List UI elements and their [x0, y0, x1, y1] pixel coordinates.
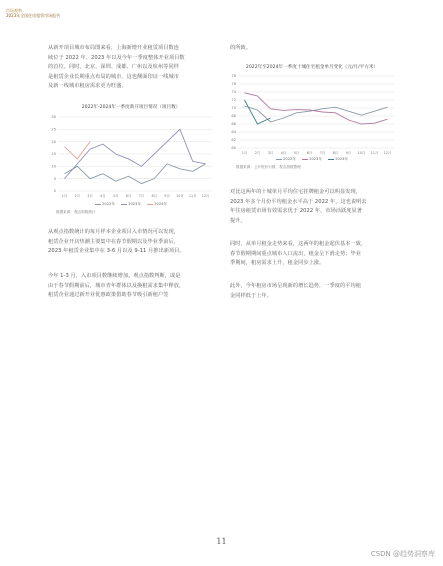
chart-title: 2022年至2024年一季度十城住宅租金单月变化（元/月/平方米）	[245, 65, 379, 70]
y-tick-label: 15	[51, 152, 56, 157]
series-line-2022年	[245, 106, 388, 122]
chart-plot	[226, 72, 398, 158]
x-tick-label: 4月	[280, 151, 287, 155]
text-line: 从观点指数统计的每月样本企业项目入市情况可以发现，	[48, 229, 179, 235]
text-line: 春节假期期间重点城市人口流出，租金呈下滑走势；毕业	[230, 250, 361, 257]
y-tick-label: 20	[51, 139, 56, 144]
series-line-2024年	[64, 142, 90, 159]
y-tick-label: 74	[231, 90, 236, 95]
chart-legend	[226, 157, 398, 162]
rent-change-chart	[226, 64, 398, 172]
series-line-2024年	[245, 100, 271, 124]
x-tick-label: 5月	[293, 151, 300, 155]
text-line: 2023 年租赁企业集中在 3-6 月以及 9-11 月推出新项目。	[48, 248, 185, 255]
legend-2024: 2024年	[335, 157, 349, 161]
text-line: 由于春节假期前后，城市青年群体以及换租需求集中释放，	[48, 282, 185, 289]
y-tick-label: 5	[53, 176, 56, 181]
text-line: 的首位。同时，北京、深圳、成都、广州以及杭州等同样	[48, 64, 179, 71]
text-line: 续位于 2022 年、2023 年以及今年一季度整体开业项目数	[48, 54, 185, 61]
chart-title: 2022年-2024年一季度新开项目情况（项目数）	[81, 105, 181, 110]
x-tick-label: 1月	[61, 194, 68, 198]
x-tick-label: 9月	[164, 194, 170, 198]
x-tick-label: 4月	[100, 194, 106, 198]
text-line: 提升。	[230, 217, 246, 224]
text-line: 租赁企业通过新开业优惠政策借助春节吸引新租户签	[48, 292, 169, 299]
series-line-2022年	[64, 164, 205, 184]
text-line: 此外，今年租房市场呈现新的增长趋势，一季度的平均租	[230, 283, 361, 289]
y-tick-label: 30	[51, 115, 56, 120]
y-tick-label: 64	[231, 130, 236, 135]
header-tag: 市场观察	[6, 8, 22, 13]
y-tick-label: 0	[53, 189, 56, 194]
text-line: 2023 年多个月份平均租金水平高于 2022 年，这也说明去	[230, 198, 367, 205]
y-tick-label: 10	[51, 164, 56, 169]
text-line: 及新一线城市租房需求更为旺盛。	[48, 83, 127, 90]
right-paragraph-2	[230, 188, 367, 226]
x-tick-label: 3月	[267, 151, 274, 155]
chart-source: 数据来源：观点指数统计	[56, 210, 96, 214]
legend-2022: 2022年	[283, 157, 296, 161]
new-projects-chart	[46, 104, 216, 218]
y-tick-label: 78	[231, 74, 236, 79]
x-tick-label: 9月	[345, 151, 352, 155]
y-tick-label: 62	[231, 138, 236, 143]
text-line: 今年 1-3 月，入市项目数继续增加。观点指数判断，或是	[48, 273, 181, 279]
y-tick-label: 25	[51, 127, 56, 132]
legend-swatch-2023	[121, 204, 127, 205]
x-tick-label: 2月	[74, 194, 81, 198]
chart-source: 数据来源：公开报价行情，观点指数整理	[236, 165, 301, 169]
legend-swatch-2022	[95, 204, 101, 205]
x-tick-label: 10月	[357, 151, 366, 155]
x-tick-label: 6月	[125, 194, 132, 198]
legend-swatch-2024	[147, 204, 153, 205]
x-tick-label: 8月	[332, 151, 339, 155]
text-line: 租赁企业开店热潮主要集中在春节假期以及毕业季前后，	[48, 238, 179, 245]
chart-plot	[46, 113, 216, 203]
x-tick-label: 6月	[306, 151, 313, 155]
x-tick-label: 5月	[112, 194, 119, 198]
x-tick-label: 11月	[188, 194, 197, 198]
x-tick-label: 3月	[87, 194, 93, 198]
x-tick-label: 1月	[241, 151, 248, 155]
x-tick-label: 8月	[151, 194, 158, 198]
right-paragraph-3	[230, 240, 366, 269]
y-tick-label: 72	[231, 98, 236, 103]
x-tick-label: 7月	[319, 151, 326, 155]
x-tick-label: 12月	[383, 151, 392, 155]
x-tick-label: 2月	[254, 151, 261, 155]
x-tick-label: 10月	[176, 194, 184, 198]
legend-swatch-2024	[328, 159, 334, 160]
page-header	[6, 8, 60, 18]
watermark: CSDN @趋势洞察库	[370, 550, 435, 558]
left-paragraph-3	[48, 272, 184, 301]
legend-2023: 2023年	[309, 157, 322, 161]
y-tick-label: 68	[231, 114, 236, 119]
legend-2024: 2024年	[154, 202, 168, 206]
left-paragraph-2	[48, 228, 185, 257]
text-line: 年住房租赁市场有效需求优于 2022 年，市场活跃度显著	[230, 208, 363, 215]
legend-2023: 2023年	[128, 202, 141, 206]
y-tick-label: 76	[231, 82, 236, 87]
text-line: 金同样低于上年。	[230, 292, 272, 299]
left-paragraph-1	[48, 44, 185, 92]
chart-legend	[46, 202, 216, 207]
page-number: 11	[216, 537, 227, 546]
header-subtitle: 2023年全国住房租赁市场报告	[6, 13, 61, 18]
series-line-2023年	[245, 93, 388, 124]
text-line: 的所致。	[230, 45, 251, 51]
y-tick-label: 60	[231, 146, 236, 151]
right-paragraph-4	[230, 282, 361, 301]
y-tick-label: 70	[231, 106, 236, 111]
text-line: 是租赁企业长期重点布局的城市，这也侧面印证一线城市	[48, 73, 179, 80]
x-tick-label: 7月	[138, 194, 145, 198]
x-tick-label: 11月	[370, 151, 379, 155]
text-line: 从新开项目城市布局图来看，上海新增开业租赁项目数连	[48, 45, 179, 51]
y-tick-label: 66	[231, 122, 236, 127]
text-line: 同时，从单月租金走势来看，这两年的租金起伏基本一致，	[230, 241, 367, 247]
legend-swatch-2023	[302, 159, 308, 160]
legend-2022: 2022年	[102, 202, 115, 206]
legend-swatch-2022	[276, 159, 282, 160]
text-line: 对比这两年的十城单月平均住宅挂牌租金可以明显发现，	[230, 189, 361, 195]
right-paragraph-1	[230, 44, 251, 54]
x-tick-label: 12月	[201, 194, 210, 198]
text-line: 季期间，租房需求上升，租金同步上涨。	[230, 260, 325, 267]
